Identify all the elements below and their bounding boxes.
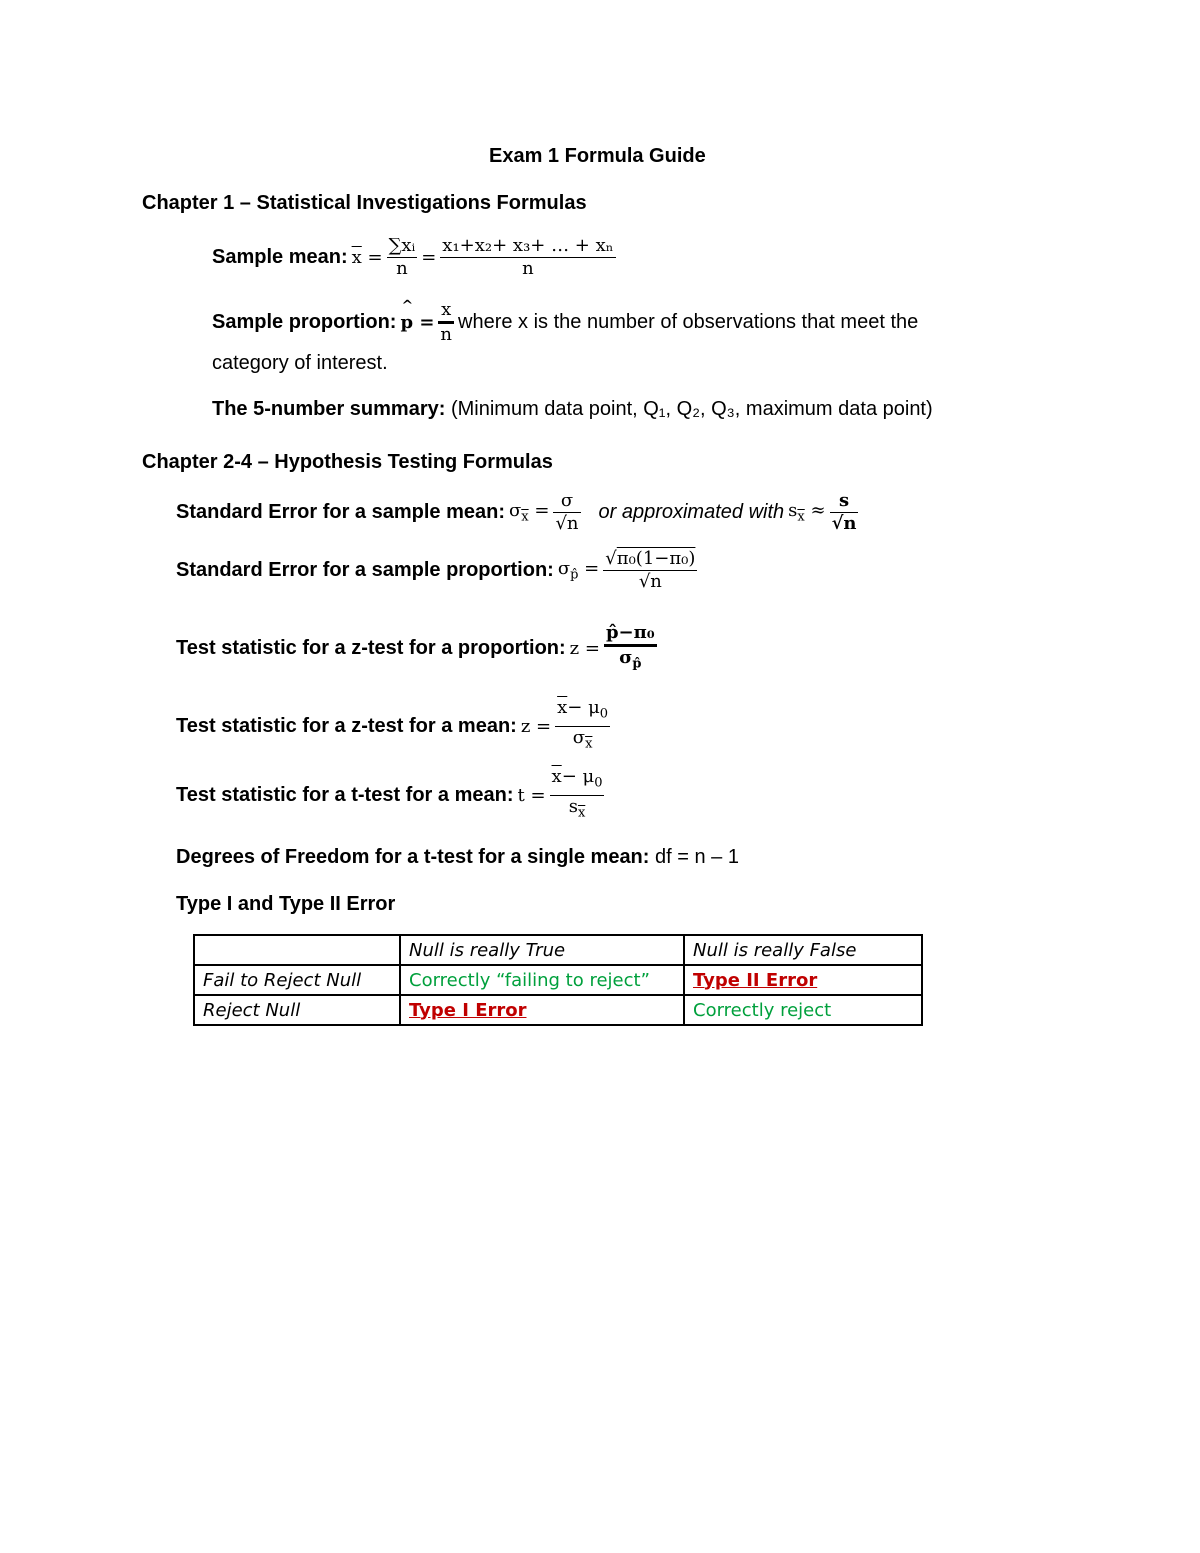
sample-proportion-text-2: category of interest. — [212, 352, 388, 374]
se-prop-label: Standard Error for a sample proportion: — [176, 559, 554, 581]
table-header-null-true: Null is really True — [400, 935, 684, 965]
se-proportion-formula — [176, 548, 697, 593]
s-xbar: $s_{\overline{x}}$ ≈ — [788, 500, 826, 525]
se-mean-approx-fraction: $\frac{s}{√n}$ — [831, 490, 857, 534]
z-prop-fraction: $\frac{\text{p̂−π₀}}{\sigma_{p̂}}$ — [604, 622, 657, 676]
chapter1-heading: Chapter 1 – Statistical Investigations Formulas — [142, 192, 587, 214]
five-number-label: The 5-number summary: — [212, 398, 446, 420]
phat-symbol: ^ p = — [400, 312, 434, 333]
sample-mean-num-1: ∑xᵢ — [388, 235, 416, 256]
page-title: Exam 1 Formula Guide — [489, 145, 706, 167]
sample-proportion-label: Sample proportion: — [212, 311, 397, 333]
xbar-symbol: $\overline{x}$ = — [351, 247, 383, 268]
sigma-xbar: $\sigma_{\overline{x}}$ = — [508, 500, 550, 525]
sample-mean-formula: Sample mean: $\overline{x}$ = $\frac{\text{∑xᵢ}}{n}$ = $\frac{\text{x₁+x₂+ x₃+ … + xₙ}}{n}$ — [212, 235, 614, 279]
sigma-phat: $\sigma_{p̂}$ = — [557, 558, 600, 583]
sample-proportion-formula — [212, 299, 918, 346]
sample-mean-fraction-1 — [387, 235, 418, 280]
chapter2-heading: Chapter 2-4 – Hypothesis Testing Formulas — [142, 451, 553, 473]
z-mean-fraction: $\frac{\overline{x}- \mu_0}{\sigma_{\overline{x}}}$ — [555, 697, 610, 755]
degrees-of-freedom — [176, 846, 739, 869]
row-label-reject: Reject Null — [194, 995, 400, 1025]
sample-mean-fraction-2 — [440, 235, 615, 280]
z-mean-label: Test statistic for a z-test for a mean: — [176, 714, 517, 737]
t-mean-fraction: $\frac{\overline{x}- \mu_0}{s_{\overline{x}}}$ — [550, 766, 605, 824]
se-prop-fraction: $\frac{\text{√π₀(1−π₀)}}{√n}$ — [605, 548, 696, 592]
z-prop-formula: Test statistic for a z-test for a proportion: z = $\frac{\text{p̂−π₀}}{\sigma_{p̂}}$ — [176, 622, 657, 676]
se-prop-num: π₀(1−π₀) — [616, 548, 696, 569]
table-header-row — [194, 935, 922, 965]
t-mean-label: Test statistic for a t-test for a mean: — [176, 783, 514, 806]
sample-mean-label: Sample mean: — [212, 246, 348, 268]
sample-proportion-fraction — [438, 299, 454, 346]
row-label-fail-to-reject: Fail to Reject Null — [194, 965, 400, 995]
sample-proportion-num: x — [441, 299, 452, 320]
table-row — [194, 965, 922, 995]
error-heading: Type I and Type II Error — [176, 893, 396, 915]
t-mean-formula: Test statistic for a t-test for a mean: t = $\frac{\overline{x}- \mu_0}{s_{\overline{x}}}$ — [176, 766, 604, 824]
cell-type-ii-error: Type II Error — [693, 969, 818, 991]
cell-correctly-reject: Correctly reject — [684, 995, 922, 1025]
sample-proportion-text: where x is the number of observations that meet the — [458, 311, 919, 333]
sample-mean-den-2: n — [440, 257, 615, 280]
se-mean-label: Standard Error for a sample mean: — [176, 501, 505, 523]
se-mean-alt-text: or approximated with — [598, 501, 785, 523]
sample-mean-den-1: n — [387, 257, 418, 280]
z-mean-formula: Test statistic for a z-test for a mean: z = $\frac{\overline{x}- \mu_0}{\sigma_{\overline{x}}}$ — [176, 697, 610, 755]
error-table — [193, 934, 923, 1026]
table-cell — [194, 935, 400, 965]
five-number-summary — [212, 398, 933, 421]
cell-type-i-error: Type I Error — [409, 999, 527, 1021]
se-mean-fraction: $\frac{\sigma}{√n}$ — [555, 490, 579, 534]
table-header-null-false: Null is really False — [684, 935, 922, 965]
sample-proportion-den: n — [438, 321, 454, 346]
df-label: Degrees of Freedom for a t-test for a single mean: — [176, 846, 650, 868]
se-mean-formula — [176, 490, 858, 535]
df-formula: df = n – 1 — [655, 846, 739, 868]
z-prop-label: Test statistic for a z-test for a proportion: — [176, 637, 566, 660]
sample-mean-num-2: x₁+x₂+ x₃+ … + xₙ — [442, 235, 614, 256]
cell-correct-fail-to-reject: Correctly “failing to reject” — [400, 965, 684, 995]
five-number-text: (Minimum data point, Q₁, Q₂, Q₃, maximum data point) — [450, 398, 933, 420]
z-prop-num: p̂−π₀ — [605, 622, 655, 643]
table-row — [194, 995, 922, 1025]
